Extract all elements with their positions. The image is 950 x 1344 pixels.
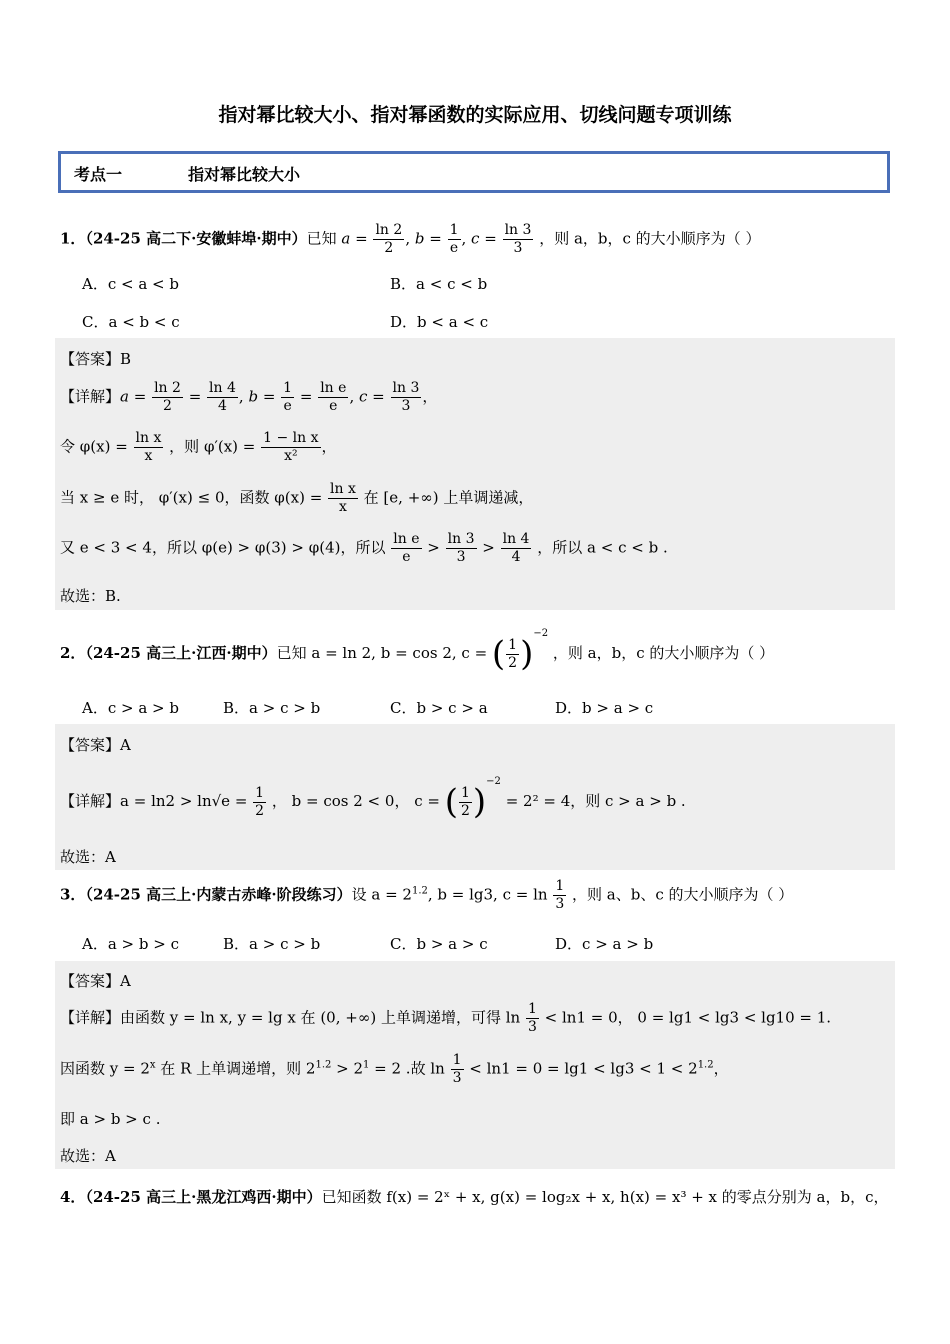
q3-detail-line3: 即 a > b > c .	[60, 1110, 161, 1128]
q1-option-c[interactable]: C．a < b < c	[82, 313, 180, 331]
q3-answer: 【答案】A	[60, 972, 131, 990]
q3-choose: 故选：A	[60, 1147, 116, 1165]
q1-detail-line4: 又 e < 3 < 4，所以 φ(e) > φ(3) > φ(4)，所以 $\frac{\text{ln e}}{e}$ > $\frac{\ln 3}{3}$ > $\frac{\ln 4}{4}$ ，所以 a < c < b .	[60, 531, 668, 565]
q3-stem: 3．（24-25 高三上·内蒙古赤峰·阶段练习）设 $a = 2^{1.2}$, b = lg3, c = ln $\frac{1}{3}$ ，则 a、b、c 的大小顺序为（ ）	[60, 878, 794, 912]
section-box	[58, 151, 890, 193]
section-label: 考点一	[74, 165, 123, 184]
q1-option-b[interactable]: B．a < c < b	[390, 275, 488, 293]
q2-option-d[interactable]: D．b > a > c	[555, 699, 654, 717]
document-title: 指对幂比较大小、指对幂函数的实际应用、切线问题专项训练	[218, 104, 732, 126]
q2-detail: 【详解】a = ln2 > ln√e = $\frac{1}{2}$ ， b = cos 2 < 0， c = ( $\frac{1}{2}$ )$^{-2}$ = 2² = 4，则 c > a > b .	[60, 776, 686, 822]
q1-detail-line3: 当 x ≥ e 时， φ′(x) ≤ 0，函数 φ(x) = $\frac{\text{ln x}}{x}$ 在 [e, +∞) 上单调递减，	[60, 481, 534, 515]
q2-option-a[interactable]: A．c > a > b	[82, 699, 179, 717]
q1-frac-b: $\frac{1}{e}$	[449, 222, 459, 256]
q1-detail-line1: 【详解】a = $\frac{\ln 2}{2}$ = $\frac{\ln 4}{4}$ , b = $\frac{1}{e}$ = $\frac{\text{ln e}}{e}$ , c = $\frac{\ln 3}{3}$ ，	[60, 380, 438, 414]
q2-option-b[interactable]: B．a > c > b	[223, 699, 321, 717]
q2-answer: 【答案】A	[60, 736, 131, 754]
q1-choose: 故选：B.	[60, 587, 121, 605]
q1-tail: ，则 a，b，c 的大小顺序为（ ）	[539, 229, 761, 248]
q3-option-c[interactable]: C．b > a > c	[390, 935, 488, 953]
q1-answer-panel	[55, 338, 895, 610]
q1-answer: 【答案】B	[60, 350, 132, 368]
q4-stem: 4．（24-25 高三上·黑龙江鸡西·期中）已知函数 f(x) = 2ˣ + x, g(x) = log₂x + x, h(x) = x³ + x 的零点分别为 a，b，c，	[60, 1188, 889, 1206]
section-title: 指对幂比较大小	[188, 165, 301, 184]
q1-lead: 已知	[306, 229, 337, 248]
q1-stem: 1．（24-25 高二下·安徽蚌埠·期中）已知 a = $\frac{\ln 2}{2}$ , b = $\frac{1}{e}$ , c = $\frac{\ln 3}{3}$ ，则 a，b，c 的大小顺序为（ ）	[60, 222, 761, 256]
q3-detail-line1: 【详解】由函数 y = ln x, y = lg x 在 (0, +∞) 上单调递增，可得 ln $\frac{1}{3}$ < ln1 = 0， 0 = lg1 < lg3 < lg10 = 1.	[60, 1001, 832, 1035]
q1-option-a[interactable]: A．c < a < b	[82, 275, 179, 293]
q1-source: （24-25 高二下·安徽蚌埠·期中）	[85, 229, 307, 248]
q1-frac-c: $\frac{\ln 3}{3}$	[504, 222, 532, 256]
q2-option-c[interactable]: C．b > c > a	[390, 699, 488, 717]
q1-option-d[interactable]: D．b < a < c	[390, 313, 489, 331]
q2-stem: 2．（24-25 高三上·江西·期中）已知 a = ln 2, b = cos 2, c = ( $\frac{1}{2}$ )$^{-2}$ ，则 a，b，c 的大小顺序为（ ）	[60, 628, 775, 674]
q3-option-b[interactable]: B．a > c > b	[223, 935, 321, 953]
q1-number: 1．	[60, 229, 86, 248]
q2-choose: 故选：A	[60, 848, 116, 866]
q1-frac-a: $\frac{\ln 2}{2}$	[375, 222, 403, 256]
q3-detail-line2: 因函数 $y = 2^x$ 在 R 上单调递增，则 $2^{1.2} > 2^1 = 2$ .故 ln $\frac{1}{3}$ < $\ln 1 = 0 = \lg 1 < \lg 3 < 1 < 2^{1.2}$，	[60, 1052, 729, 1086]
q1-detail-line2: 令 φ(x) = $\frac{\text{ln x}}{x}$ ，则 φ′(x) = $\frac{\text{1 − ln x}}{\text{x²}}$ ，	[60, 430, 337, 464]
q3-option-d[interactable]: D．c > a > b	[555, 935, 654, 953]
q3-option-a[interactable]: A．a > b > c	[82, 935, 179, 953]
